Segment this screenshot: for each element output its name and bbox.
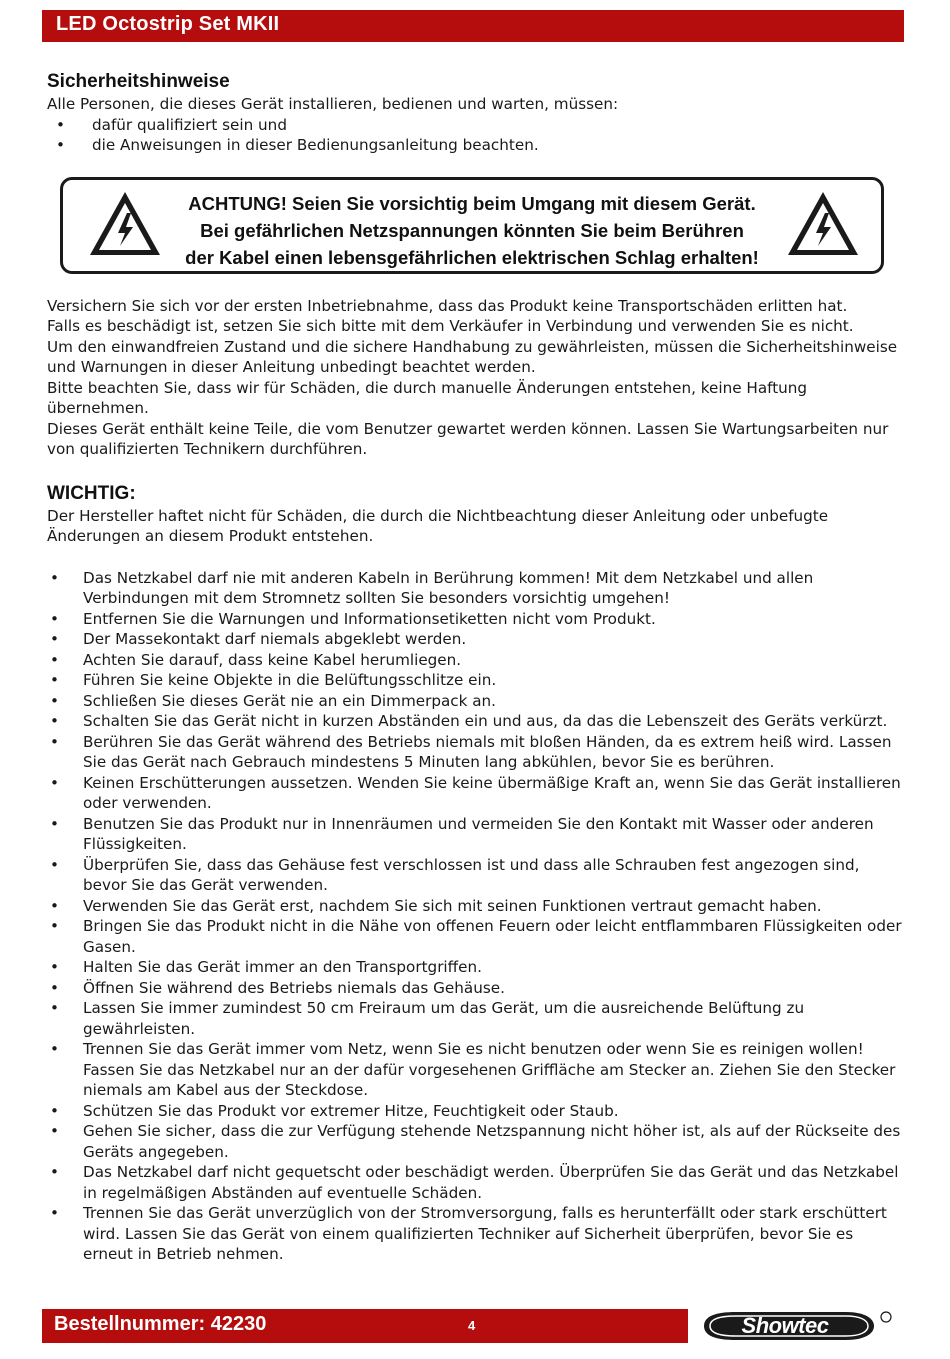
list-item: • Öffnen Sie während des Betriebs niemals das Gehäuse. — [47, 978, 907, 999]
page-content — [47, 70, 907, 1265]
paragraph: Um den einwandfreien Zustand und die sichere Handhabung zu gewährleisten, müssen die Sicherheitshinweise und Warnungen in dieser Anleitung unbedingt beachtet werden. — [47, 337, 898, 376]
showtec-logo — [696, 1310, 896, 1342]
warning-line: ACHTUNG! Seien Sie vorsichtig beim Umgang mit diesem Gerät. — [188, 192, 756, 214]
order-number: Bestellnummer: 42230 — [54, 1313, 267, 1335]
paragraph: Falls es beschädigt ist, setzen Sie sich bitte mit dem Verkäufer in Verbindung und verwenden Sie es nicht. — [47, 317, 854, 335]
list-item: • Benutzen Sie das Produkt nur in Innenräumen und vermeiden Sie den Kontakt mit Wasser oder anderen Flüssigkeiten. — [47, 814, 907, 855]
list-item: • Schließen Sie dieses Gerät nie an ein Dimmerpack an. — [47, 691, 907, 712]
paragraph: Dieses Gerät enthält keine Teile, die vom Benutzer gewartet werden können. Lassen Sie Wartungsarbeiten nur von qualifizierten Technikern durchführen. — [47, 419, 889, 458]
header-bar — [42, 10, 904, 42]
important-bullet-list — [47, 568, 907, 1265]
page-number: 4 — [468, 1318, 476, 1333]
list-item: • Entfernen Sie die Warnungen und Informationsetiketten nicht vom Produkt. — [47, 609, 907, 630]
logo-plate — [688, 1309, 904, 1343]
list-item: • Bringen Sie das Produkt nicht in die Nähe von offenen Feuern oder leicht entflammbaren Flüssigkeiten oder Gasen. — [47, 916, 907, 957]
list-item: • Trennen Sie das Gerät immer vom Netz, wenn Sie es nicht benutzen oder wenn Sie es reinigen wollen! Fassen Sie das Netzkabel nur an der dafür vorgesehenen Griffläche am Stecker an. Ziehen Sie den Stecker niemals am Kabel aus der Steckdose. — [47, 1039, 907, 1101]
list-item: • Der Massekontakt darf niemals abgeklebt werden. — [47, 629, 907, 650]
list-item: • Das Netzkabel darf nie mit anderen Kabeln in Berührung kommen! Mit dem Netzkabel und allen Verbindungen mit dem Stromnetz sollten Sie besonders vorsichtig umgehen! — [47, 568, 907, 609]
list-item: • Das Netzkabel darf nicht gequetscht oder beschädigt werden. Überprüfen Sie das Gerät und das Netzkabel in regelmäßigen Abständen auf eventuelle Schäden. — [47, 1162, 907, 1203]
list-item: • dafür qualifiziert sein und — [47, 115, 907, 136]
high-voltage-warning-icon — [87, 189, 163, 259]
safety-requirements-list — [47, 115, 907, 156]
warning-line: Bei gefährlichen Netzspannungen könnten Sie beim Berühren — [200, 219, 744, 241]
important-text: Der Hersteller haftet nicht für Schäden, die durch die Nichtbeachtung dieser Anleitung oder unbefugte Änderungen an diesem Produkt entstehen. — [47, 506, 829, 545]
list-item: • Führen Sie keine Objekte in die Belüftungsschlitze ein. — [47, 670, 907, 691]
footer-bar — [42, 1309, 904, 1343]
list-item: • Berühren Sie das Gerät während des Betriebs niemals mit bloßen Händen, da es extrem heiß wird. Lassen Sie das Gerät nach Gebrauch mindestens 5 Minuten lang abkühlen, bevor Sie es berühren. — [47, 732, 907, 773]
document-title: LED Octostrip Set MKII — [56, 13, 280, 35]
paragraph: Versichern Sie sich vor der ersten Inbetriebnahme, dass das Produkt keine Transportschäden erlitten hat. — [47, 296, 848, 315]
list-item: • Überprüfen Sie, dass das Gehäuse fest verschlossen ist und dass alle Schrauben fest angezogen sind, bevor Sie das Gerät verwenden. — [47, 855, 907, 896]
paragraph: Bitte beachten Sie, dass wir für Schäden, die durch manuelle Änderungen entstehen, keine Haftung übernehmen. — [47, 378, 808, 417]
list-item: • Schützen Sie das Produkt vor extremer Hitze, Feuchtigkeit oder Staub. — [47, 1101, 907, 1122]
list-item: • Verwenden Sie das Gerät erst, nachdem Sie sich mit seinen Funktionen vertraut gemacht haben. — [47, 896, 907, 917]
warning-text — [173, 190, 771, 271]
logo-text: Showtec — [741, 1313, 829, 1338]
list-item: • Trennen Sie das Gerät unverzüglich von der Stromversorgung, falls es herunterfällt oder stark erschüttert wird. Lassen Sie das Gerät von einem qualifizierten Techniker auf Sicherheit überprüfen, bevor Sie es erneut in Betrieb nehmen. — [47, 1203, 907, 1265]
safety-heading: Sicherheitshinweise — [47, 71, 230, 92]
safety-paragraphs — [47, 296, 907, 460]
list-item: • Lassen Sie immer zumindest 50 cm Freiraum um das Gerät, um die ausreichende Belüftung zu gewährleisten. — [47, 998, 907, 1039]
warning-box — [60, 177, 884, 274]
safety-intro: Alle Personen, die dieses Gerät installieren, bedienen und warten, müssen: — [47, 95, 619, 113]
warning-line: der Kabel einen lebensgefährlichen elektrischen Schlag erhalten! — [185, 246, 759, 268]
list-item: • Halten Sie das Gerät immer an den Transportgriffen. — [47, 957, 907, 978]
list-item: • Achten Sie darauf, dass keine Kabel herumliegen. — [47, 650, 907, 671]
list-item: • Keinen Erschütterungen aussetzen. Wenden Sie keine übermäßige Kraft an, wenn Sie das Gerät installieren oder verwenden. — [47, 773, 907, 814]
list-item: • die Anweisungen in dieser Bedienungsanleitung beachten. — [47, 135, 907, 156]
list-item: • Schalten Sie das Gerät nicht in kurzen Abständen ein und aus, da das die Lebenszeit des Geräts verkürzt. — [47, 711, 907, 732]
list-item: • Gehen Sie sicher, dass die zur Verfügung stehende Netzspannung nicht höher ist, als auf der Rückseite des Geräts angegeben. — [47, 1121, 907, 1162]
high-voltage-warning-icon — [785, 189, 861, 259]
important-heading: WICHTIG: — [47, 482, 136, 504]
